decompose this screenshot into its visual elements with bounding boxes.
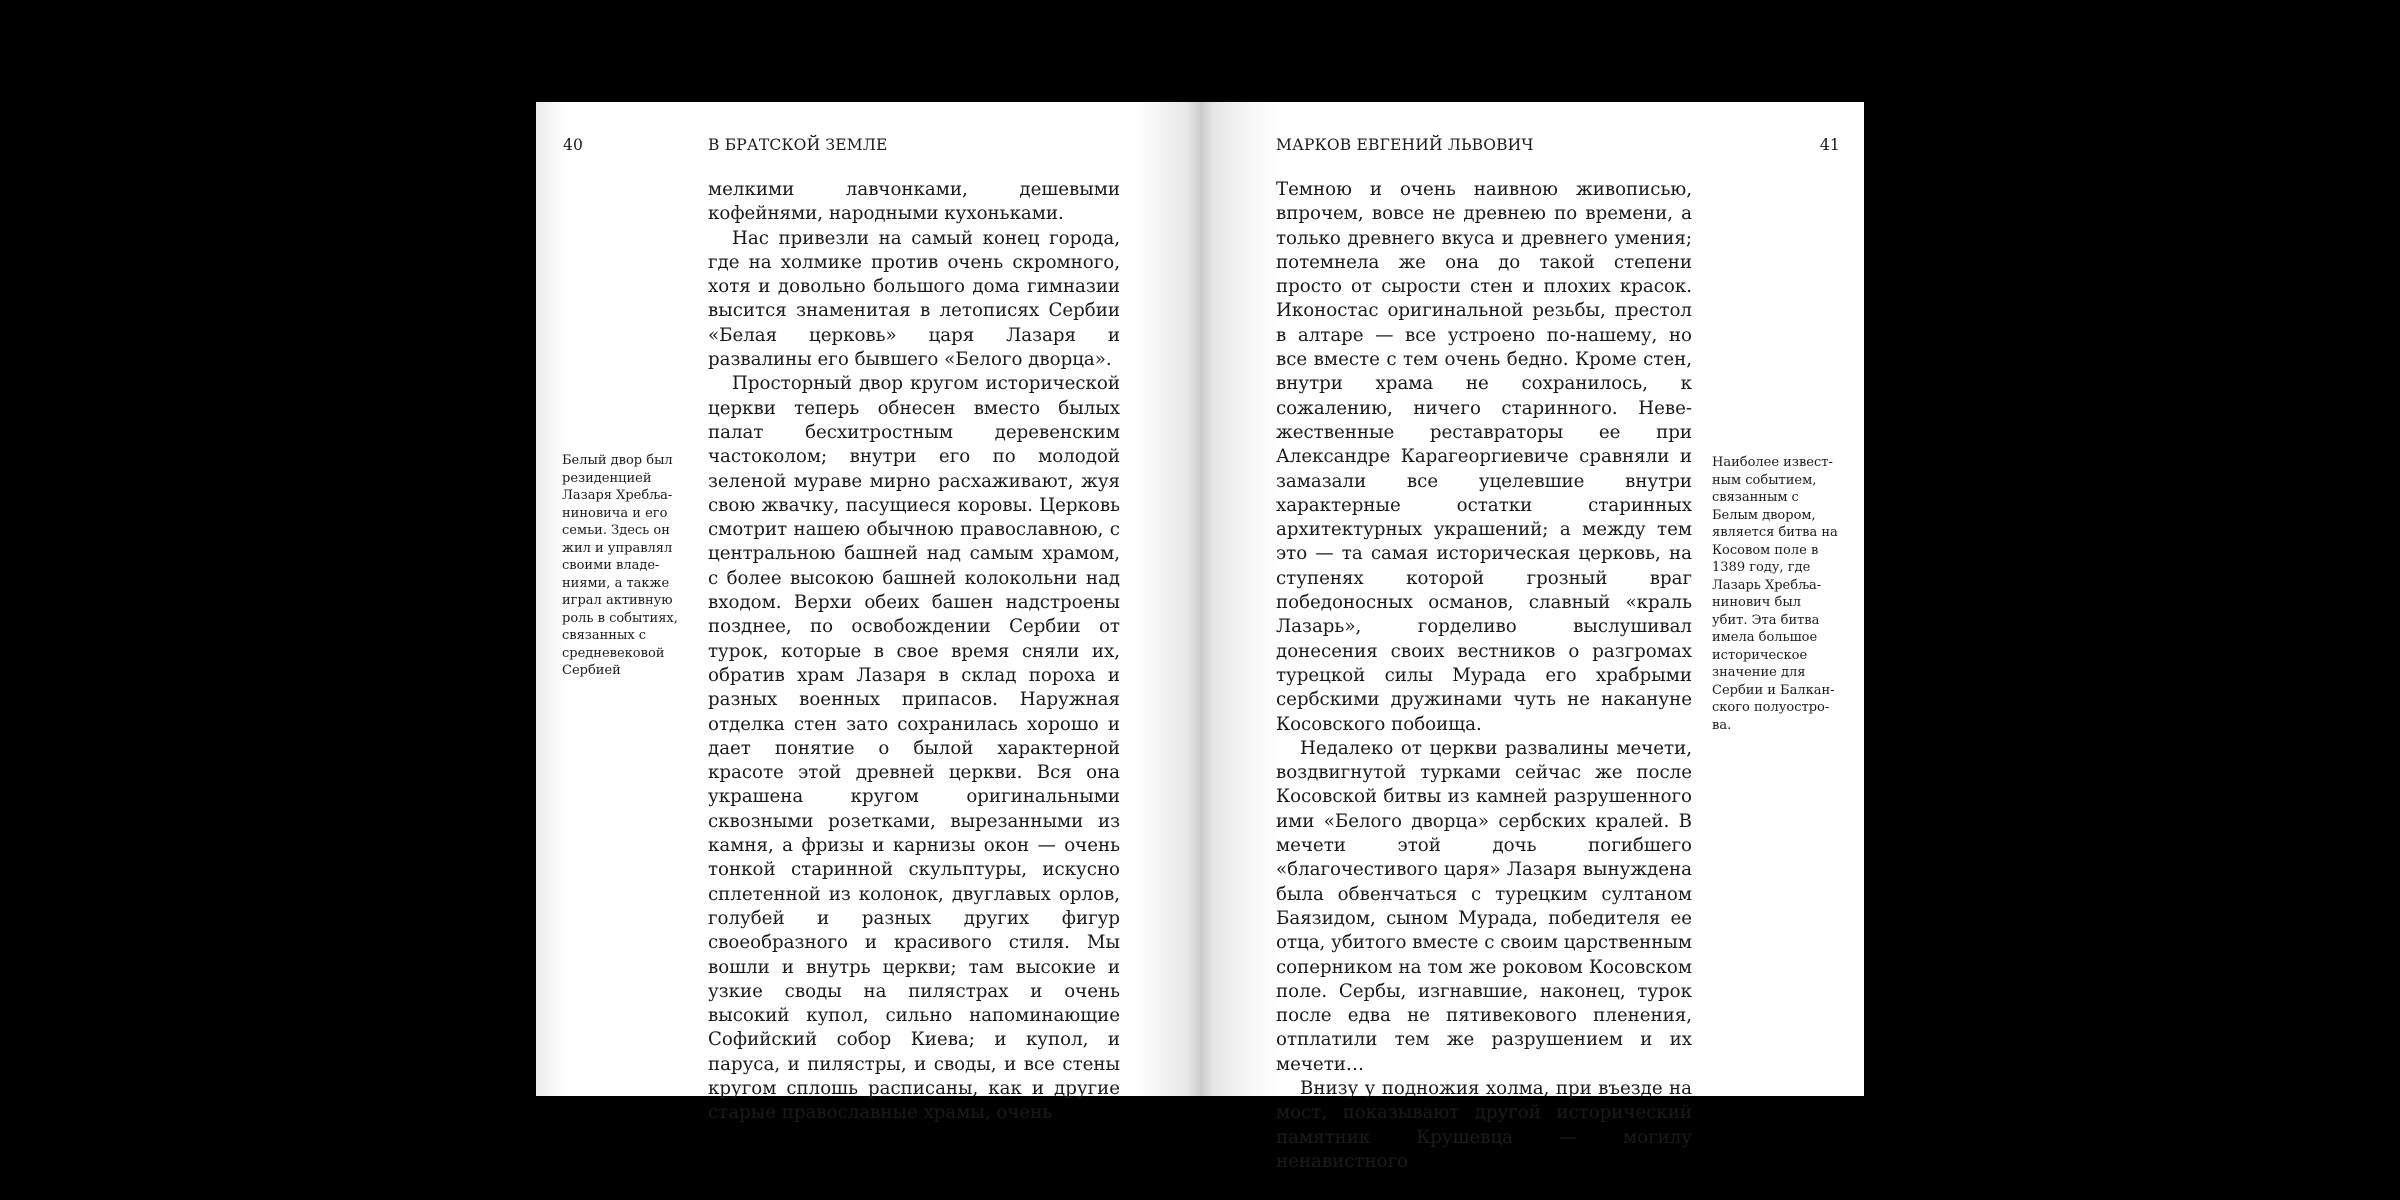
page-number: 41 [1819,136,1840,154]
side-note: Наиболее известным событием, связанным с Белым двором, является битва на Косовом поле в 1389 году, где Лазарь Хребљанинович был убит. Эта битва имела большое историческое значение для Сербии и Балканского полуострова. [1712,455,1838,733]
book-spread [536,102,1864,1172]
paragraph: Внизу у подножия холма, при въезде на мост, показывают другой исторический памятник Крушевца — могилу ненавистного [1276,1077,1692,1172]
paragraph: мелкими лавчонками, дешевыми кофейнями, народными кухоньками. [708,179,1120,225]
page-number: 40 [563,136,584,154]
running-title: МАРКОВ ЕВГЕНИЙ ЛЬВОВИЧ [1276,136,1534,154]
body-text [708,178,1120,1126]
side-note: Белый двор был резиденцией Лазаря Хребљаниновича и его семьи. Здесь он жил и управлял своими владениями, а также играл активную роль в событиях, связанных с средневековой Сербией [562,453,678,678]
paragraph: Нас привезли на самый конец города, где на холмике против очень скромного, хотя и довольно большого дома гимназии высится знаменитая в летописях Сербии «Белая церковь» царя Лазаря и развалины его бывшего «Белого дворца». [708,227,1120,371]
body-text [1276,178,1692,1174]
running-title: В БРАТСКОЙ ЗЕМЛЕ [708,136,888,154]
left-page [536,102,1200,1124]
paragraph: Темною и очень наивною живописью, впрочем, вовсе не древнею по времени, а только древнего вкуса и древнего умения; потемнела же она до такой степени просто от сырости стен и плохих красок. Иконостас оригинальной резьбы, престол в алтаре — все устроено по-нашему, но все вместе с тем очень бедно. Кроме стен, внутри храма не сохранилось, к сожалению, ничего старинного. Невежественные реставраторы ее при Александре Карагеоргиевиче сравняли и замазали все уцелевшие внутри характерные остатки старинных архитектурных украшений; а между тем это — та самая историческая церковь, на ступенях которой грозный враг победоносных османов, славный «краль Лазарь», горделиво выслушивал донесения своих вестников о разгромах турецкой силы Мурада его храбрыми сербскими дружинами чуть не накануне Косовского побоища. [1276,179,1692,735]
paragraph: Недалеко от церкви развалины мечети, воздвигнутой турками сейчас же после Косовской битвы из камней разрушенного ими «Белого дворца» сербских кралей. В мечети этой дочь погибшего «благочестивого царя» Лазаря вынуждена была обвенчаться с турецким султаном Баязидом, сыном Мурада, победителя ее отца, убитого вместе с своим царственным соперником на том же роковом Косовском поле. Сербы, изгнавшие, наконец, турок после едва не пятивекового пленения, отплатили тем же разрушением и их мечети… [1276,737,1692,1075]
paragraph: Просторный двор кругом исторической церкви теперь обнесен вместо былых палат бесхитростным деревенским частоколом; внутри его по молодой зеленой мураве мирно расхаживают, жуя свою жвачку, пасущиеся коровы. Церковь смотрит нашею обычною православною, с центральною башней над самым храмом, с более высокою башней колокольни над входом. Верхи обеих башен надстроены позднее, по освобождении Сербии от турок, которые в свое время сняли их, обратив храм Лазаря в склад пороха и разных военных припасов. Наружная отделка стен зато сохранилась хорошо и дает понятие о былой характерной красоте этой древней церкви. Вся она украшена кругом оригинальными сквозными розетками, вырезанными из камня, а фризы и карнизы окон — очень тонкой старинной скульптуры, искусно сплетенной из колонок, двуглавых орлов, голубей и разных других фигур своеобразного и красивого стиля. Мы вошли и внутрь церкви; там высокие и узкие своды на пилястрах и очень высокий купол, сильно напоминающие Софийский собор Киева; и купол, и паруса, и пилястры, и своды, и все стены кругом сплошь расписаны, как и другие старые православные храмы, очень [708,373,1120,1124]
right-page [1200,102,1864,1172]
